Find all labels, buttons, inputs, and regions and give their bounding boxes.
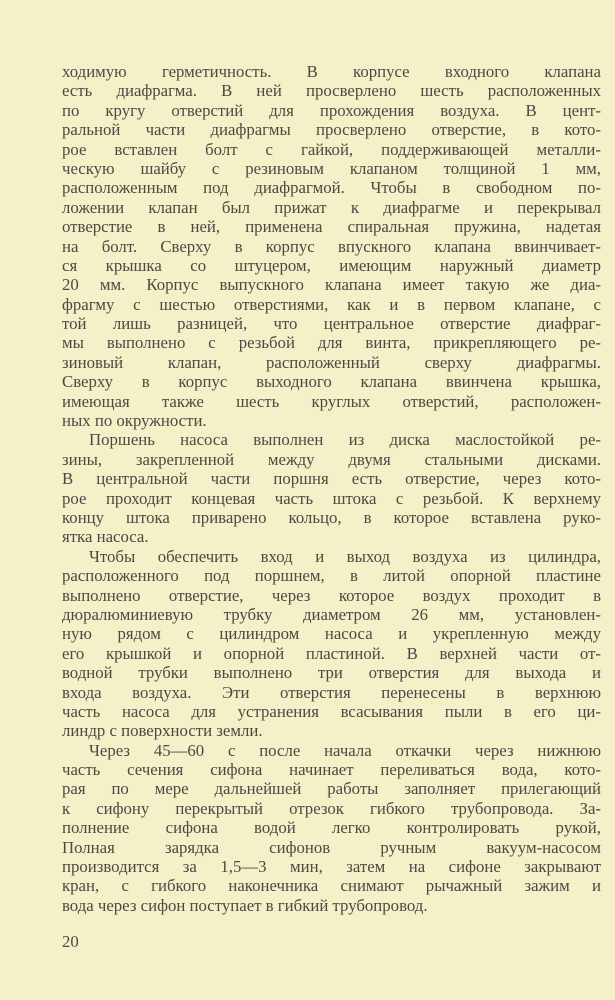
text-line: есть диафрагма. В ней просверлено шесть расположенных [62,81,601,101]
text-line: ных по окружности. [62,411,207,431]
text-line: В центральной части поршня есть отверстие, через кото- [62,469,601,489]
text-line: выполнено отверстие, через которое воздух проходит в [62,585,601,605]
page-body-text [62,62,601,915]
text-line: той лишь разницей, что центральное отверстие диафраг- [62,314,601,334]
paragraph [62,430,601,546]
text-line: ную рядом с цилиндром насоса и укрепленную между [62,624,601,644]
text-line: фрагму с шестью отверстиями, как и в первом клапане, с [62,294,601,314]
text-line: зины, закрепленной между двумя стальными дисками. [62,449,601,469]
paragraph [62,741,601,916]
text-line: часть насоса для устранения всасывания пыли в его ци- [62,701,601,721]
text-line: на болт. Сверху в корпус впускного клапана ввинчивает- [62,236,601,256]
text-line: по кругу отверстий для прохождения воздуха. В цент- [62,100,601,120]
text-line: 20 мм. Корпус выпускного клапана имеет такую же диа- [62,275,601,295]
text-line: расположенным под диафрагмой. Чтобы в свободном по- [62,178,601,198]
text-line: отверстие в ней, применена спиральная пружина, надетая [62,217,601,237]
text-line: часть сечения сифона начинает переливаться вода, кото- [62,760,601,780]
text-line: водной трубки выполнено три отверстия для выхода и [62,663,601,683]
text-line: мы выполнено с резьбой для винта, прикрепляющего ре- [62,333,601,353]
text-line: Сверху в корпус выходного клапана ввинчена крышка, [62,372,601,392]
text-line: рое проходит концевая часть штока с резьбой. К верхнему [62,488,601,508]
text-line: концу штока приварено кольцо, в которое вставлена руко- [62,507,601,527]
page-number: 20 [62,932,79,951]
text-line: Полная зарядка сифонов ручным вакуум-насосом [62,837,601,857]
text-line: зиновый клапан, расположенный сверху диафрагмы. [62,352,601,372]
paragraph [62,62,601,430]
text-line: рое вставлен болт с гайкой, поддерживающей металли- [62,139,601,159]
text-line: имеющая также шесть круглых отверстий, расположен- [62,391,601,411]
text-line: полнение сифона водой легко контролировать рукой, [62,818,601,838]
text-line: ческую шайбу с резиновым клапаном толщиной 1 мм, [62,158,601,178]
text-line: ходимую герметичность. В корпусе входного клапана [62,62,601,81]
text-line: его крышкой и опорной пластиной. В верхней части от- [62,643,601,663]
text-line: к сифону перекрытый отрезок гибкого трубопровода. За- [62,798,601,818]
text-line: ся крышка со штуцером, имеющим наружный диаметр [62,255,601,275]
text-line: рая по мере дальнейшей работы заполняет прилегающий [62,779,601,799]
text-line: дюралюминиевую трубку диаметром 26 мм, установлен- [62,604,601,624]
text-line: Чтобы обеспечить вход и выход воздуха из цилиндра, [89,546,601,566]
text-line: кран, с гибкого наконечника снимают рычажный зажим и [62,876,601,896]
text-line: ятка насоса. [62,527,149,547]
text-line: расположенного под поршнем, в литой опорной пластине [62,566,601,586]
text-line: линдр с поверхности земли. [62,721,263,741]
text-line: ложении клапан был прижат к диафрагме и перекрывал [62,197,601,217]
paragraph [62,547,601,741]
text-line: вода через сифон поступает в гибкий трубопровод. [62,895,428,915]
text-line: Поршень насоса выполнен из диска маслостойкой ре- [89,430,601,450]
text-line: Через 45—60 с после начала откачки через нижнюю [89,740,601,760]
text-line: производится за 1,5—3 мин, затем на сифоне закрывают [62,857,601,877]
text-line: ральной части диафрагмы просверлено отверстие, в кото- [62,120,601,140]
text-line: входа воздуха. Эти отверстия перенесены в верхнюю [62,682,601,702]
